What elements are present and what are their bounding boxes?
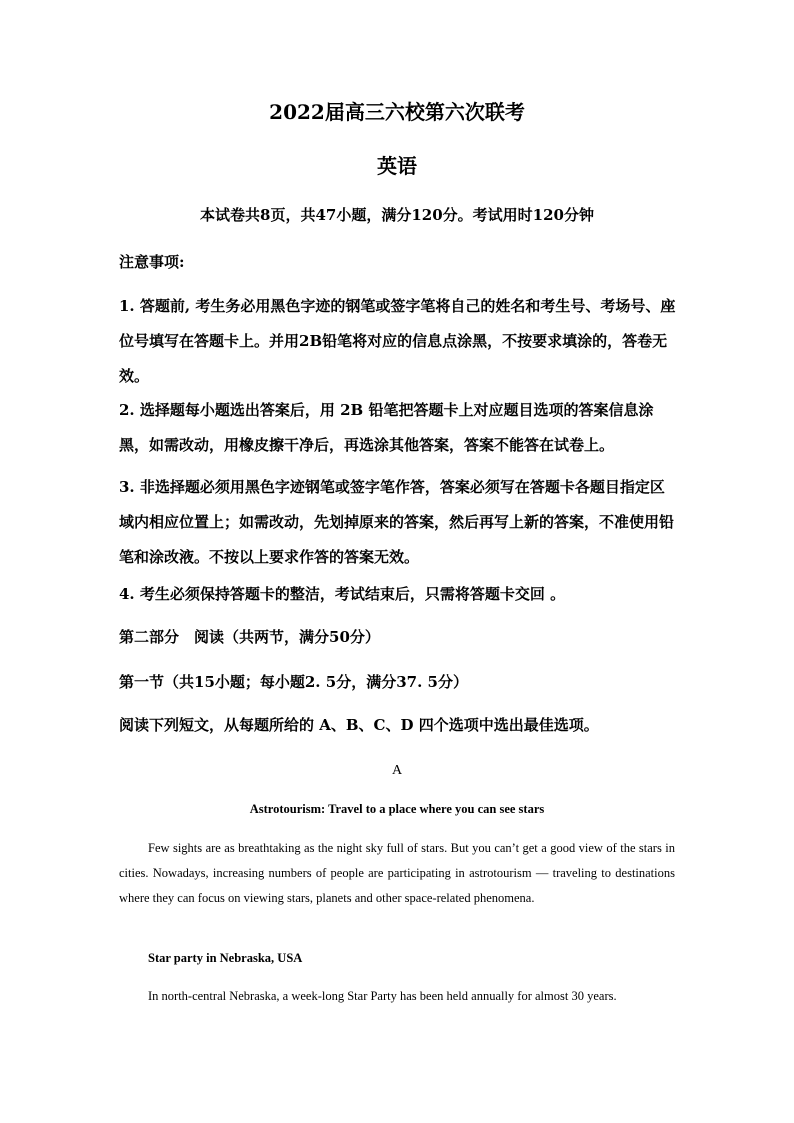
- passage-subheading: Star party in Nebraska, USA: [148, 951, 303, 965]
- note-item-4: 4. 考生必须保持答题卡的整洁，考试结束后，只需将答题卡交回 。: [119, 585, 566, 603]
- reading-instruction: 阅读下列短文，从每题所给的 A、B、C、D 四个选项中选出最佳选项。: [119, 716, 599, 734]
- part2-title: 第二部分 阅读（共两节，满分50分）: [119, 628, 380, 646]
- note-item-2: 2. 选择题每小题选出答案后，用 2B 铅笔把答题卡上对应题目选项的答案信息涂黑，如需改动，用橡皮擦干净后，再选涂其他答案，答案不能答在试卷上。: [119, 401, 654, 454]
- note-item-1: 1. 答题前, 考生务必用黑色字迹的钢笔或签字笔将自己的姓名和考生号、考场号、座位号填写在答题卡上。并用2B铅笔将对应的信息点涂黑，不按要求填涂的，答卷无效。: [119, 297, 676, 385]
- note-item-3: 3. 非选择题必须用黑色字迹钢笔或签字笔作答，答案必须写在答题卡各题目指定区域内相应位置上；如需改动，先划掉原来的答案，然后再写上新的答案，不准使用铅笔和涂改液。不按以上要求作答的答案无效。: [119, 478, 675, 566]
- section1-title: 第一节（共15小题；每小题2. 5分，满分37. 5分）: [119, 673, 468, 691]
- subject-title: 英语: [377, 154, 417, 178]
- notes-title: 注意事项:: [119, 253, 185, 271]
- passage-label: A: [391, 763, 403, 778]
- exam-info: 本试卷共8页，共47小题，满分120分。考试用时120分钟: [200, 206, 594, 224]
- passage-title: Astrotourism: Travel to a place where you can see stars: [249, 802, 545, 816]
- exam-title: 2022届高三六校第六次联考: [269, 100, 525, 124]
- passage-paragraph-2: In north-central Nebraska, a week-long Star Party has been held annually for almost 30 years.: [148, 989, 617, 1003]
- passage-paragraph-1: Few sights are as breathtaking as the night sky full of stars. But you can’t get a good view of the stars in cities. Nowadays, increasing numbers of people are participating in astrotourism — traveling to destinations where they can focus on viewing stars, planets and other space-related phenomena.: [119, 841, 675, 905]
